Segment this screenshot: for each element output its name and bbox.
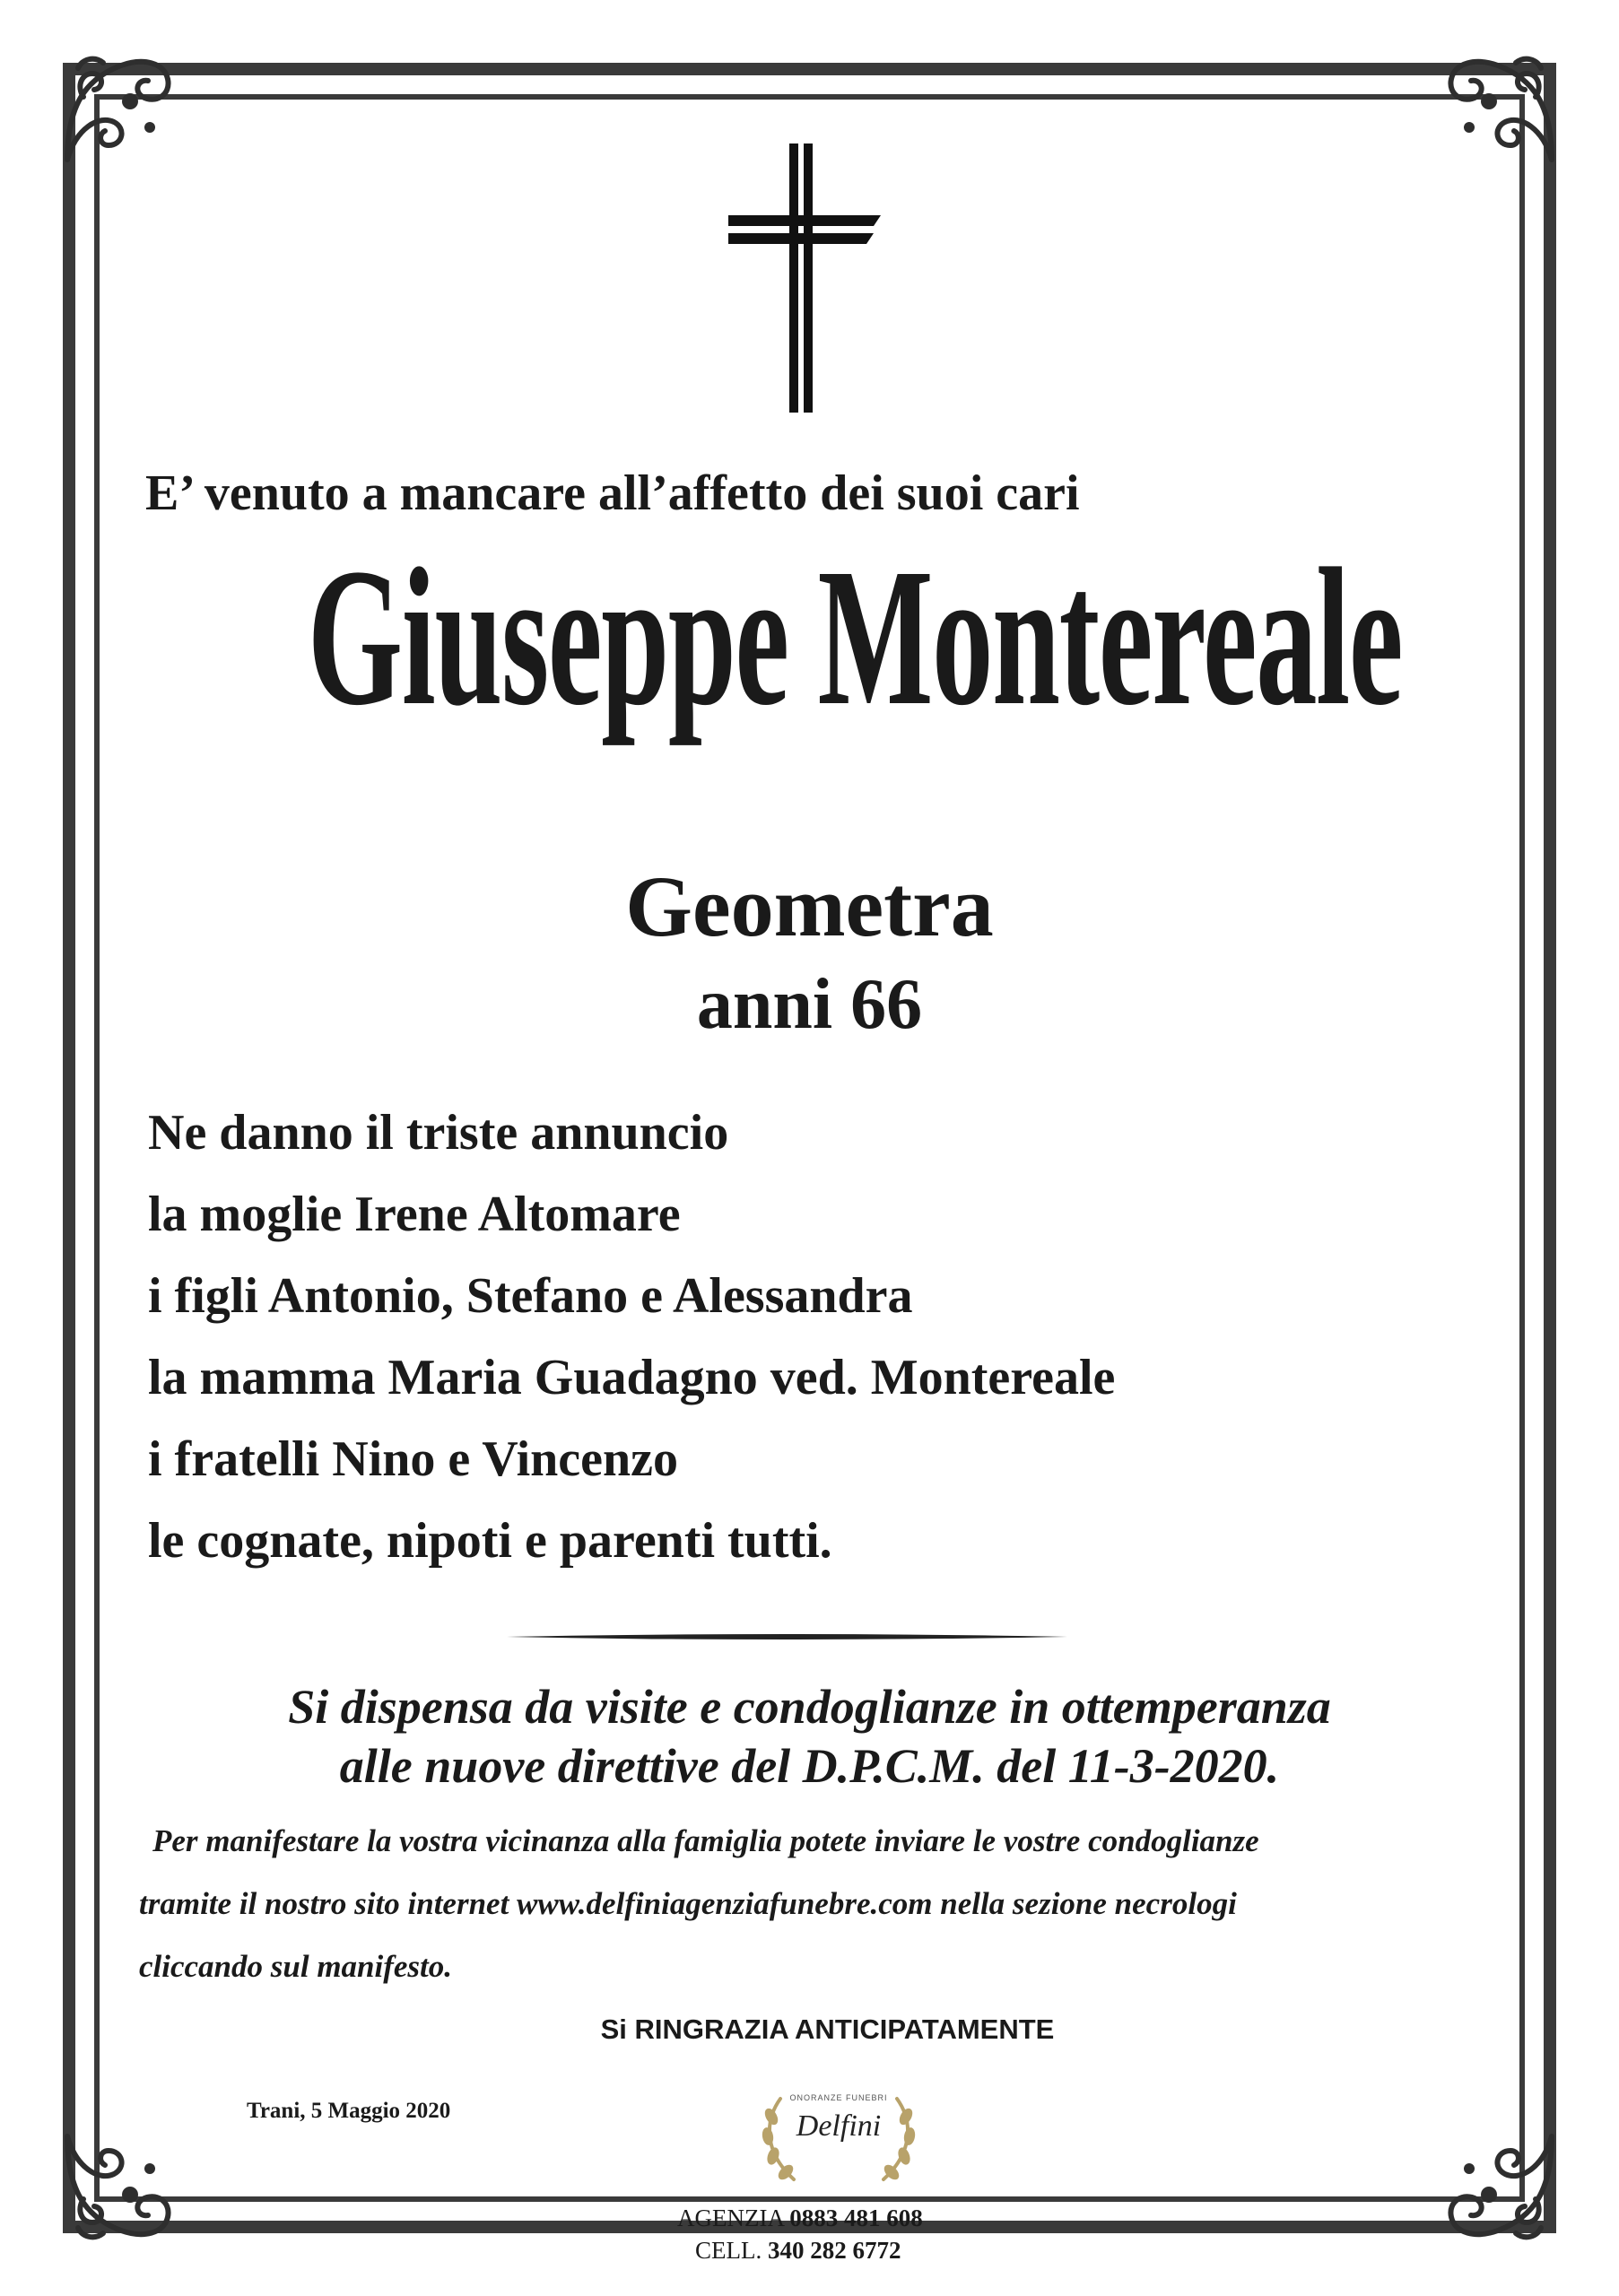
agency-phone-row xyxy=(677,2202,923,2234)
deceased-profession: Geometra xyxy=(625,858,994,954)
dispensa-notice xyxy=(0,1677,1619,1796)
condolences-instructions xyxy=(139,1810,1259,1998)
family-line: le cognate, nipoti e parenti tutti. xyxy=(148,1513,832,1569)
ornamental-corner-icon xyxy=(1435,43,1570,178)
cell-label: CELL. xyxy=(695,2237,762,2264)
thanks-text: Si RINGRAZIA ANTICIPATAMENTE xyxy=(600,2013,1055,2045)
instructions-line: cliccando sul manifesto. xyxy=(139,1949,453,1984)
instructions-line: tramite il nostro sito internet www.delfiniagenziafunebre.com nella sezione necrologi xyxy=(139,1886,1237,1921)
family-line: Ne danno il triste annuncio xyxy=(148,1105,729,1161)
family-announcement xyxy=(148,1092,1115,1582)
cell-number: 340 282 6772 xyxy=(768,2237,901,2264)
agency-contacts xyxy=(677,2202,923,2266)
phone-label: AGENZIA xyxy=(677,2205,784,2231)
family-line: i figli Antonio, Stefano e Alessandra xyxy=(148,1268,913,1324)
deceased-name: Giuseppe Montereale xyxy=(307,527,1403,746)
agency-cell-row xyxy=(677,2234,923,2266)
phone-number: 0883 481 608 xyxy=(789,2205,923,2231)
agency-logo xyxy=(744,2081,933,2197)
intro-text: E’ venuto a mancare all’affetto dei suoi cari xyxy=(145,465,1080,521)
instructions-line: Per manifestare la vostra vicinanza alla famiglia potete inviare le vostre condoglianze xyxy=(152,1823,1259,1858)
deceased-age: anni 66 xyxy=(696,965,923,1044)
ornamental-corner-icon xyxy=(1435,2118,1570,2253)
cross-icon xyxy=(728,144,881,413)
family-line: la mamma Maria Guadagno ved. Montereale xyxy=(148,1350,1116,1405)
ornamental-corner-icon xyxy=(49,43,184,178)
ornamental-corner-icon xyxy=(49,2118,184,2253)
family-line: la moglie Irene Altomare xyxy=(148,1187,681,1242)
family-line: i fratelli Nino e Vincenzo xyxy=(148,1431,679,1487)
place-date: Trani, 5 Maggio 2020 xyxy=(247,2099,451,2123)
divider-line xyxy=(507,1632,1067,1641)
logo-subtitle: ONORANZE FUNEBRI xyxy=(789,2093,888,2102)
dispensa-line: alle nuove direttive del D.P.C.M. del 11-3-2020. xyxy=(339,1739,1280,1793)
dispensa-line: Si dispensa da visite e condoglianze in ottemperanza xyxy=(288,1680,1331,1734)
logo-name: Delfini xyxy=(796,2109,882,2143)
